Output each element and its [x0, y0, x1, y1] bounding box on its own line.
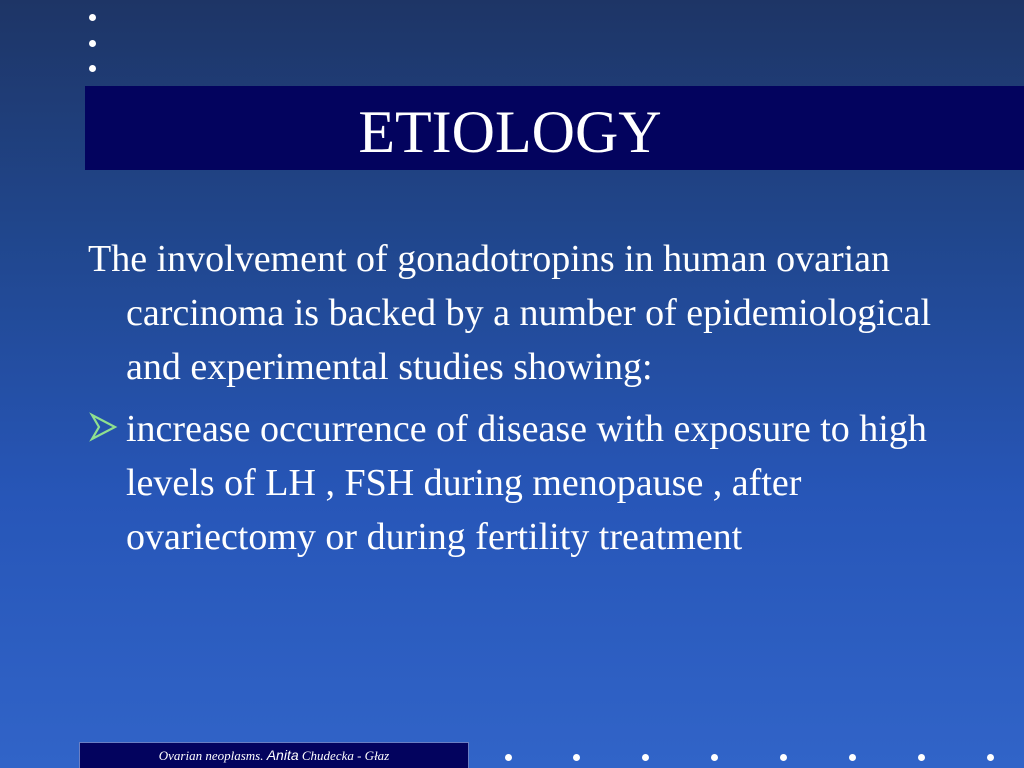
- dot: [573, 754, 580, 761]
- decorative-dots-top: [86, 8, 100, 78]
- footer-title: Ovarian neoplasms.: [158, 748, 264, 763]
- dot: [918, 754, 925, 761]
- dot: [711, 754, 718, 761]
- bullet-text: increase occurrence of disease with exposure to high levels of LH , FSH during menopause , after ovariectomy or during fertility treatment: [126, 408, 927, 558]
- footer-credit: [79, 742, 469, 768]
- dot: [89, 65, 96, 72]
- dot: [849, 754, 856, 761]
- arrow-bullet-icon: [88, 412, 118, 442]
- slide-title: ETIOLOGY: [358, 99, 662, 165]
- dot: [89, 40, 96, 47]
- dot: [780, 754, 787, 761]
- intro-paragraph: The involvement of gonadotropins in human ovarian carcinoma is backed by a number of epidemiological and experimental studies showing:: [88, 238, 932, 388]
- dot: [89, 14, 96, 21]
- slide-body: [88, 232, 988, 564]
- footer-author-first: Anita: [266, 747, 299, 763]
- dot: [987, 754, 994, 761]
- decorative-dots-bottom: [505, 754, 1020, 764]
- dot: [505, 754, 512, 761]
- footer-author-last: Chudecka - Głaz: [301, 748, 390, 763]
- title-bar: [85, 86, 1024, 170]
- bullet-item: [88, 402, 988, 564]
- dot: [642, 754, 649, 761]
